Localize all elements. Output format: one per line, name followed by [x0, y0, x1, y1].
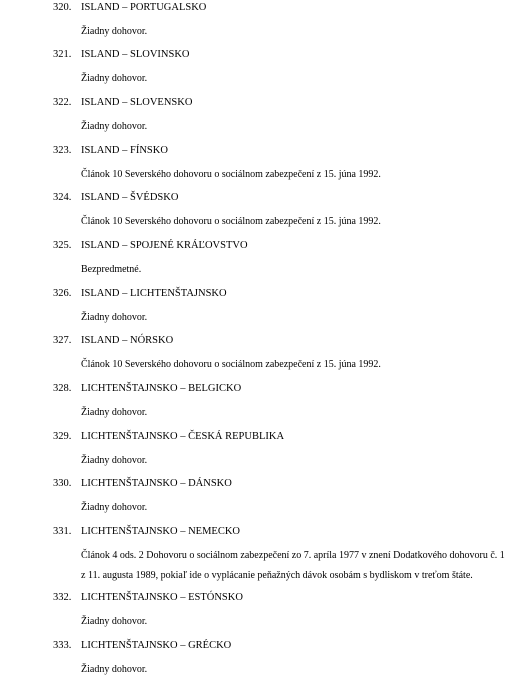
- entry-text: Žiadny dohovor.: [81, 664, 148, 675]
- entry-text: [81, 546, 505, 586]
- entry-number: 329.: [53, 431, 72, 442]
- entry-title: ISLAND – SLOVINSKO: [81, 49, 190, 60]
- entry-number: 331.: [53, 526, 72, 537]
- entry-title: ISLAND – PORTUGALSKO: [81, 2, 207, 13]
- entry-title: ISLAND – LICHTENŠTAJNSKO: [81, 288, 227, 299]
- entry-title: ISLAND – FÍNSKO: [81, 145, 168, 156]
- entry-number: 327.: [53, 335, 72, 346]
- entry-title: ISLAND – SPOJENÉ KRÁĽOVSTVO: [81, 240, 248, 251]
- entry-text: Žiadny dohovor.: [81, 407, 148, 418]
- entry-title: LICHTENŠTAJNSKO – GRÉCKO: [81, 640, 232, 651]
- entry-number: 320.: [53, 2, 72, 13]
- entry-number: 322.: [53, 97, 72, 108]
- entry-text: Bezpredmetné.: [81, 264, 142, 275]
- entry-text: Žiadny dohovor.: [81, 73, 148, 84]
- entry-text: Žiadny dohovor.: [81, 26, 148, 37]
- entry-number: 328.: [53, 383, 72, 394]
- entry-number: 326.: [53, 288, 72, 299]
- entry-text: Žiadny dohovor.: [81, 616, 148, 627]
- entry-title: LICHTENŠTAJNSKO – ESTÓNSKO: [81, 592, 243, 603]
- entry-number: 321.: [53, 49, 72, 60]
- entry-text-line: z 11. augusta 1989, pokiaľ ide o vyplácanie peňažných dávok osobám s bydliskom v treťom štáte.: [81, 570, 473, 581]
- entry-title: ISLAND – SLOVENSKO: [81, 97, 193, 108]
- entry-number: 332.: [53, 592, 72, 603]
- entry-text: Žiadny dohovor.: [81, 312, 148, 323]
- entry-title: LICHTENŠTAJNSKO – DÁNSKO: [81, 478, 232, 489]
- entry-number: 330.: [53, 478, 72, 489]
- entry-number: 323.: [53, 145, 72, 156]
- entry-title: LICHTENŠTAJNSKO – BELGICKO: [81, 383, 242, 394]
- entry-text-line: Článok 4 ods. 2 Dohovoru o sociálnom zabezpečení zo 7. apríla 1977 v znení Dodatkového dohovoru č. 1: [81, 550, 505, 561]
- entry-number: 325.: [53, 240, 72, 251]
- entry-text: Článok 10 Severského dohovoru o sociálnom zabezpečení z 15. júna 1992.: [81, 359, 381, 370]
- entry-title: LICHTENŠTAJNSKO – NEMECKO: [81, 526, 240, 537]
- entry-text: Článok 10 Severského dohovoru o sociálnom zabezpečení z 15. júna 1992.: [81, 216, 381, 227]
- entry-number: 333.: [53, 640, 72, 651]
- entry-title: ISLAND – NÓRSKO: [81, 335, 174, 346]
- entry-text: Článok 10 Severského dohovoru o sociálnom zabezpečení z 15. júna 1992.: [81, 169, 381, 180]
- entry-text: Žiadny dohovor.: [81, 502, 148, 513]
- entry-text: Žiadny dohovor.: [81, 455, 148, 466]
- entry-title: ISLAND – ŠVÉDSKO: [81, 192, 179, 203]
- entry-text: Žiadny dohovor.: [81, 121, 148, 132]
- entry-number: 324.: [53, 192, 72, 203]
- entry-title: LICHTENŠTAJNSKO – ČESKÁ REPUBLIKA: [81, 431, 285, 442]
